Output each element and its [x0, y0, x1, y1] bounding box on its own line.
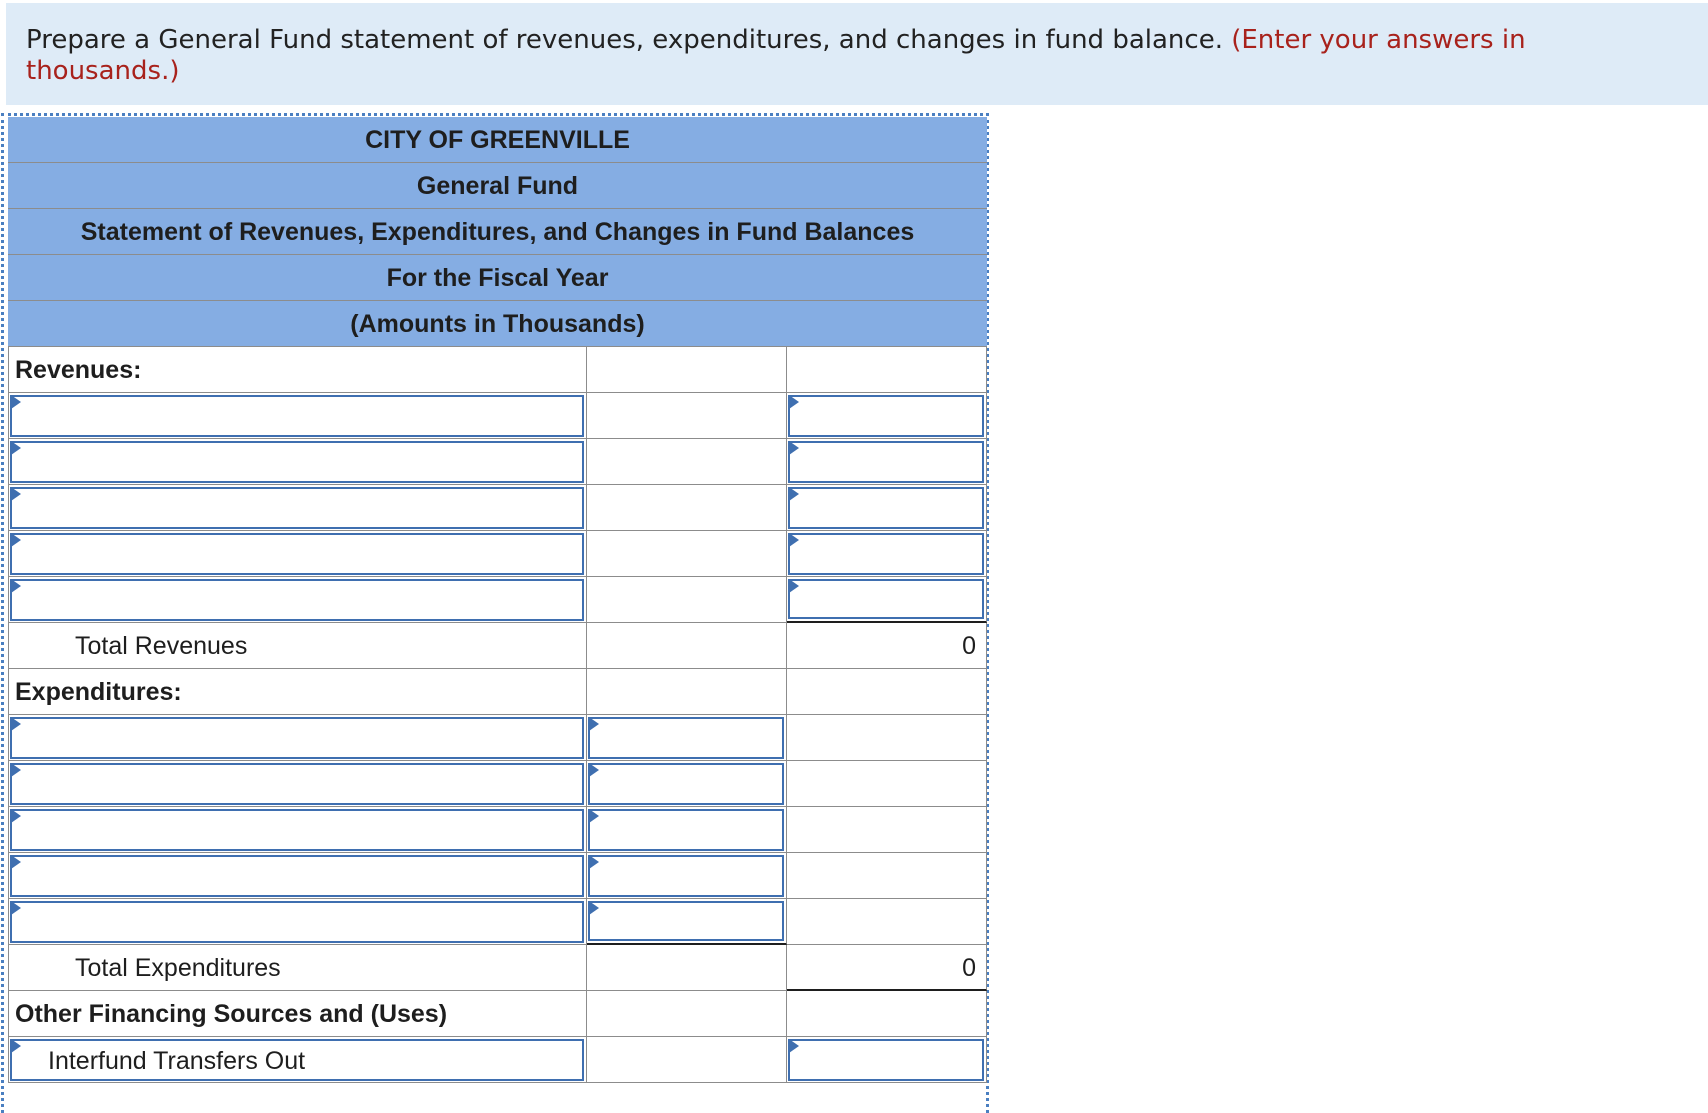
expenditure-name-cell: [8, 715, 587, 761]
revenue-row: [8, 577, 987, 623]
input-marker-icon: [789, 487, 799, 501]
expenditure-amount-input[interactable]: [588, 717, 784, 759]
header-units: (Amounts in Thousands): [8, 301, 987, 347]
expenditure-name-input[interactable]: [10, 901, 584, 943]
input-marker-icon: [589, 809, 599, 823]
interfund-transfers-amount-input[interactable]: [788, 1039, 984, 1081]
revenue-row: [8, 531, 987, 577]
header-fund: General Fund: [8, 163, 987, 209]
revenue-amount-cell: [787, 485, 987, 531]
expenditure-name-cell: [8, 807, 587, 853]
empty-cell: [787, 807, 987, 853]
total-revenues-value: 0: [787, 623, 987, 669]
interfund-transfers-row: [8, 1037, 987, 1083]
header-city: CITY OF GREENVILLE: [8, 117, 987, 163]
expenditure-amount-cell: [587, 715, 787, 761]
header-statement-title: Statement of Revenues, Expenditures, and Changes in Fund Balances: [8, 209, 987, 255]
empty-cell: [587, 945, 787, 991]
empty-cell: [587, 577, 787, 623]
revenues-section-row: [8, 347, 987, 393]
expenditure-row: [8, 807, 987, 853]
revenue-name-cell: [8, 577, 587, 623]
revenue-name-input[interactable]: [10, 395, 584, 437]
instruction-text: [26, 25, 1586, 87]
revenue-name-input[interactable]: [10, 533, 584, 575]
total-revenues-row: [8, 623, 987, 669]
input-marker-icon: [589, 763, 599, 777]
expenditure-amount-input[interactable]: [588, 901, 784, 941]
header-period: For the Fiscal Year: [8, 255, 987, 301]
input-marker-icon: [789, 579, 799, 593]
dropdown-arrow-icon[interactable]: [11, 441, 21, 455]
revenue-amount-input[interactable]: [788, 395, 984, 437]
expenditure-amount-cell: [587, 853, 787, 899]
expenditure-name-input[interactable]: [10, 763, 584, 805]
instruction-hint: (Enter your answers in thousands.): [26, 25, 1526, 86]
empty-cell: [787, 991, 987, 1037]
expenditure-amount-cell: [587, 899, 787, 945]
empty-cell: [787, 669, 987, 715]
empty-cell: [587, 347, 787, 393]
empty-cell: [587, 439, 787, 485]
revenue-row: [8, 439, 987, 485]
expenditure-row: [8, 853, 987, 899]
revenue-name-cell: [8, 393, 587, 439]
dropdown-arrow-icon[interactable]: [11, 487, 21, 501]
expenditure-name-input[interactable]: [10, 809, 584, 851]
empty-cell: [787, 899, 987, 945]
expenditure-row: [8, 715, 987, 761]
input-marker-icon: [589, 855, 599, 869]
interfund-transfers-amount-cell: [787, 1037, 987, 1083]
revenue-name-input[interactable]: [10, 441, 584, 483]
input-marker-icon: [789, 441, 799, 455]
dropdown-arrow-icon[interactable]: [11, 717, 21, 731]
expenditure-row: [8, 899, 987, 945]
revenue-amount-cell: [787, 577, 987, 623]
dropdown-arrow-icon[interactable]: [11, 809, 21, 823]
revenue-name-input[interactable]: [10, 579, 584, 621]
dropdown-arrow-icon[interactable]: [11, 579, 21, 593]
input-marker-icon: [789, 395, 799, 409]
revenue-amount-cell: [787, 439, 987, 485]
expenditure-name-cell: [8, 853, 587, 899]
expenditures-label: Expenditures:: [8, 669, 587, 715]
dropdown-arrow-icon[interactable]: [11, 1039, 21, 1053]
interfund-transfers-label[interactable]: Interfund Transfers Out: [10, 1039, 584, 1081]
empty-cell: [787, 853, 987, 899]
expenditure-name-cell: [8, 899, 587, 945]
expenditure-amount-cell: [587, 807, 787, 853]
dropdown-arrow-icon[interactable]: [11, 395, 21, 409]
other-financing-row: [8, 991, 987, 1037]
input-marker-icon: [789, 1039, 799, 1053]
empty-cell: [587, 531, 787, 577]
expenditure-name-input[interactable]: [10, 855, 584, 897]
dropdown-arrow-icon[interactable]: [11, 533, 21, 547]
revenues-label: Revenues:: [8, 347, 587, 393]
instruction-main: Prepare a General Fund statement of revenues, expenditures, and changes in fund balance.: [26, 25, 1223, 55]
empty-cell: [587, 485, 787, 531]
expenditure-row: [8, 761, 987, 807]
empty-cell: [587, 991, 787, 1037]
revenue-amount-input[interactable]: [788, 441, 984, 483]
input-marker-icon: [789, 533, 799, 547]
instruction-panel: [6, 3, 1708, 105]
revenue-name-cell: [8, 531, 587, 577]
interfund-transfers-cell: [8, 1037, 587, 1083]
empty-cell: [587, 669, 787, 715]
revenue-row: [8, 393, 987, 439]
empty-cell: [787, 761, 987, 807]
expenditure-amount-input[interactable]: [588, 763, 784, 805]
total-expenditures-row: [8, 945, 987, 991]
other-financing-label: Other Financing Sources and (Uses): [8, 991, 587, 1037]
empty-cell: [787, 715, 987, 761]
expenditure-amount-input[interactable]: [588, 809, 784, 851]
dropdown-arrow-icon[interactable]: [11, 763, 21, 777]
revenue-name-cell: [8, 485, 587, 531]
expenditures-section-row: [8, 669, 987, 715]
revenue-amount-input[interactable]: [788, 487, 984, 529]
revenue-amount-cell: [787, 393, 987, 439]
revenue-amount-input[interactable]: [788, 533, 984, 575]
expenditure-name-input[interactable]: [10, 717, 584, 759]
total-revenues-label: Total Revenues: [8, 623, 587, 669]
input-marker-icon: [589, 717, 599, 731]
total-expenditures-value: 0: [787, 945, 987, 991]
expenditure-amount-cell: [587, 761, 787, 807]
empty-cell: [787, 347, 987, 393]
dropdown-arrow-icon[interactable]: [11, 855, 21, 869]
revenue-row: [8, 485, 987, 531]
revenue-name-input[interactable]: [10, 487, 584, 529]
revenue-amount-input[interactable]: [788, 579, 984, 619]
input-marker-icon: [589, 901, 599, 915]
revenue-name-cell: [8, 439, 587, 485]
empty-cell: [587, 623, 787, 669]
total-expenditures-label: Total Expenditures: [8, 945, 587, 991]
expenditure-name-cell: [8, 761, 587, 807]
empty-cell: [587, 393, 787, 439]
expenditure-amount-input[interactable]: [588, 855, 784, 897]
dropdown-arrow-icon[interactable]: [11, 901, 21, 915]
empty-cell: [587, 1037, 787, 1083]
revenue-amount-cell: [787, 531, 987, 577]
